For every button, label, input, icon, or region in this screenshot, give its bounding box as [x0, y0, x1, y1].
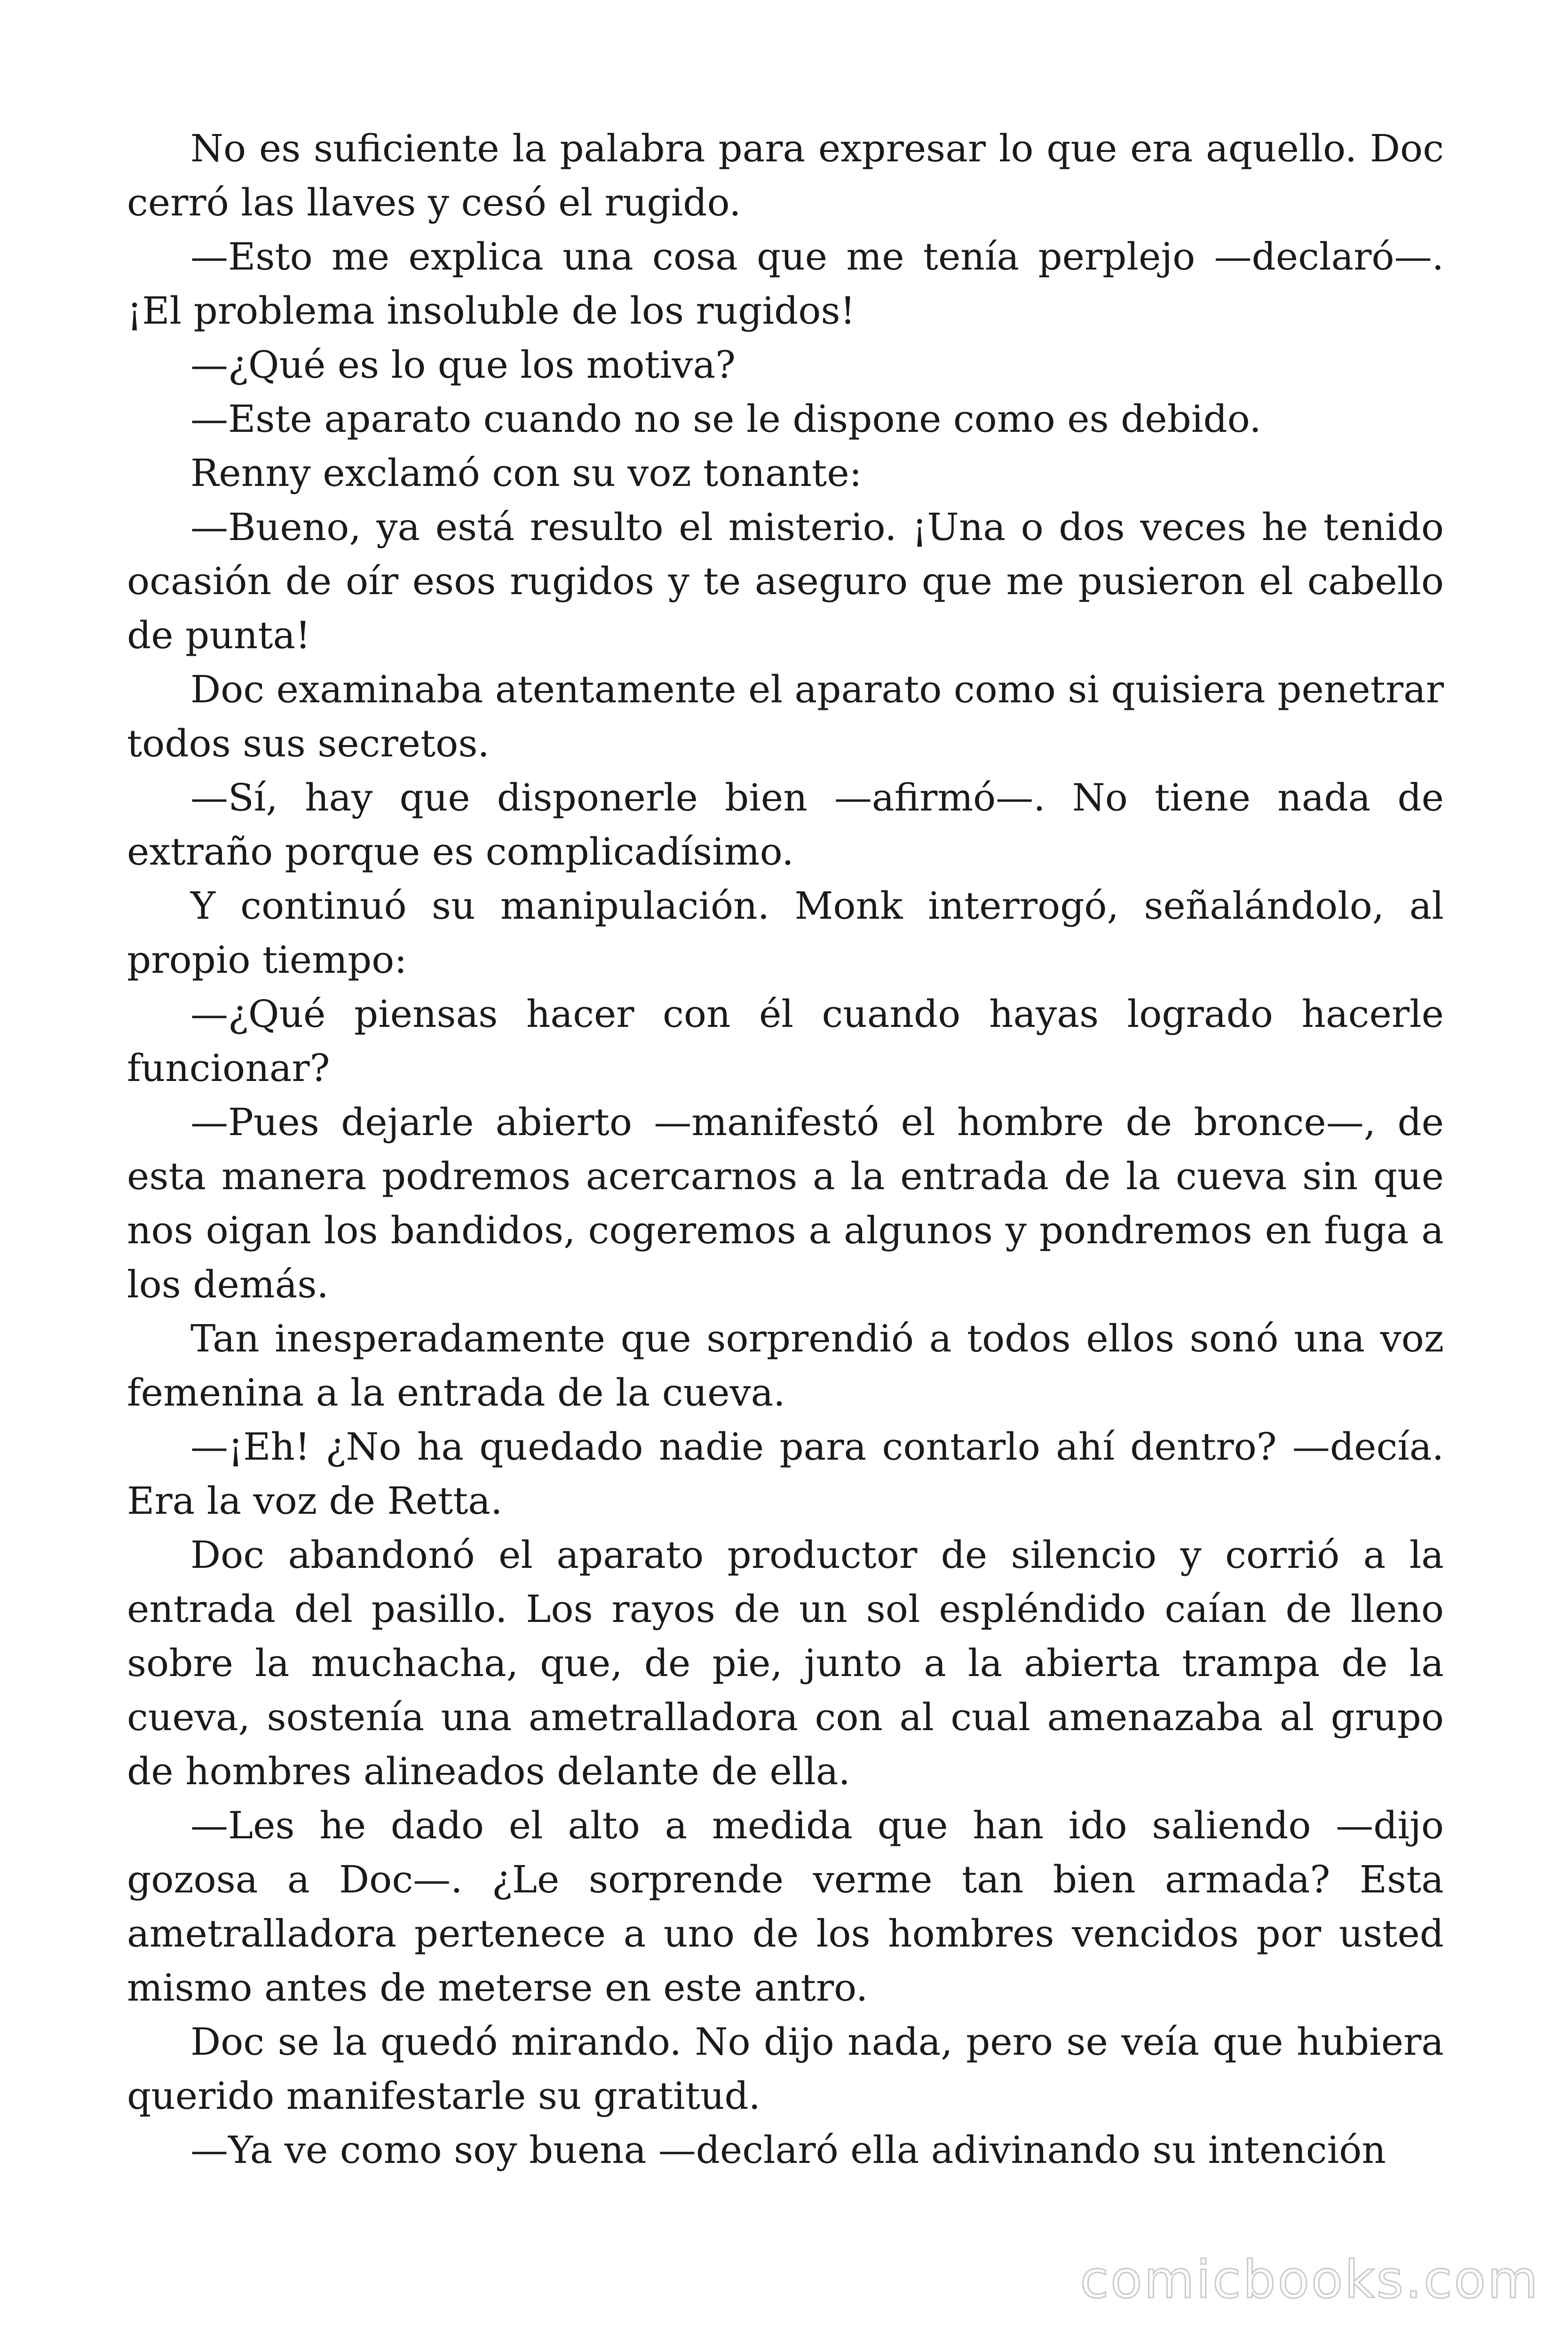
paragraph: Doc examinaba atentamente el aparato como si quisiera penetrar todos sus secretos.	[127, 667, 1444, 765]
watermark: comicbooks.com	[1080, 2249, 1540, 2310]
paragraph: —Esto me explica una cosa que me tenía perplejo —declaró—. ¡El problema insoluble de los rugidos!	[127, 235, 1444, 333]
paragraph: —¿Qué piensas hacer con él cuando hayas logrado hacerle funcionar?	[127, 992, 1444, 1090]
paragraph: —Ya ve como soy buena —declaró ella adivinando su intención	[190, 2128, 1386, 2172]
paragraph: —Les he dado el alto a medida que han ido saliendo —dijo gozosa a Doc—. ¿Le sorprende verme tan bien armada? Esta ametralladora pertenece a uno de los hombres vencidos por usted mismo antes de meterse en este antro.	[127, 1804, 1444, 2010]
paragraph: —¡Eh! ¿No ha quedado nadie para contarlo ahí dentro? —decía. Era la voz de Retta.	[127, 1425, 1444, 1523]
paragraph: Tan inesperadamente que sorprendió a todos ellos sonó una voz femenina a la entrada de la cueva.	[127, 1317, 1444, 1414]
paragraph: Renny exclamó con su voz tonante:	[190, 451, 862, 495]
paragraph: —Pues dejarle abierto —manifestó el hombre de bronce—, de esta manera podremos acercarnos a la entrada de la cueva sin que nos oigan los bandidos, cogeremos a algunos y pondremos en fuga a los demás.	[127, 1100, 1444, 1306]
paragraph: No es suficiente la palabra para expresar lo que era aquello. Doc cerró las llaves y cesó el rugido.	[127, 127, 1444, 224]
paragraph: Doc se la quedó mirando. No dijo nada, pero se veía que hubiera querido manifestarle su gratitud.	[127, 2020, 1444, 2118]
paragraph: Doc abandonó el aparato productor de silencio y corrió a la entrada del pasillo. Los rayos de un sol espléndido caían de lleno sobre la muchacha, que, de pie, junto a la abierta trampa de la cueva, sostenía una ametralladora con al cual amenazaba al grupo de hombres alineados delante de ella.	[127, 1533, 1444, 1793]
paragraph: —Bueno, ya está resulto el misterio. ¡Una o dos veces he tenido ocasión de oír esos rugidos y te aseguro que me pusieron el cabello de punta!	[127, 505, 1444, 657]
paragraph: —Sí, hay que disponerle bien —afirmó—. No tiene nada de extraño porque es complicadísimo.	[127, 776, 1444, 874]
paragraph: Y continuó su manipulación. Monk interrogó, señalándolo, al propio tiempo:	[127, 884, 1444, 982]
paragraph: —Este aparato cuando no se le dispone como es debido.	[190, 397, 1261, 441]
body-text	[127, 121, 1444, 2177]
paragraph: —¿Qué es lo que los motiva?	[190, 343, 736, 387]
